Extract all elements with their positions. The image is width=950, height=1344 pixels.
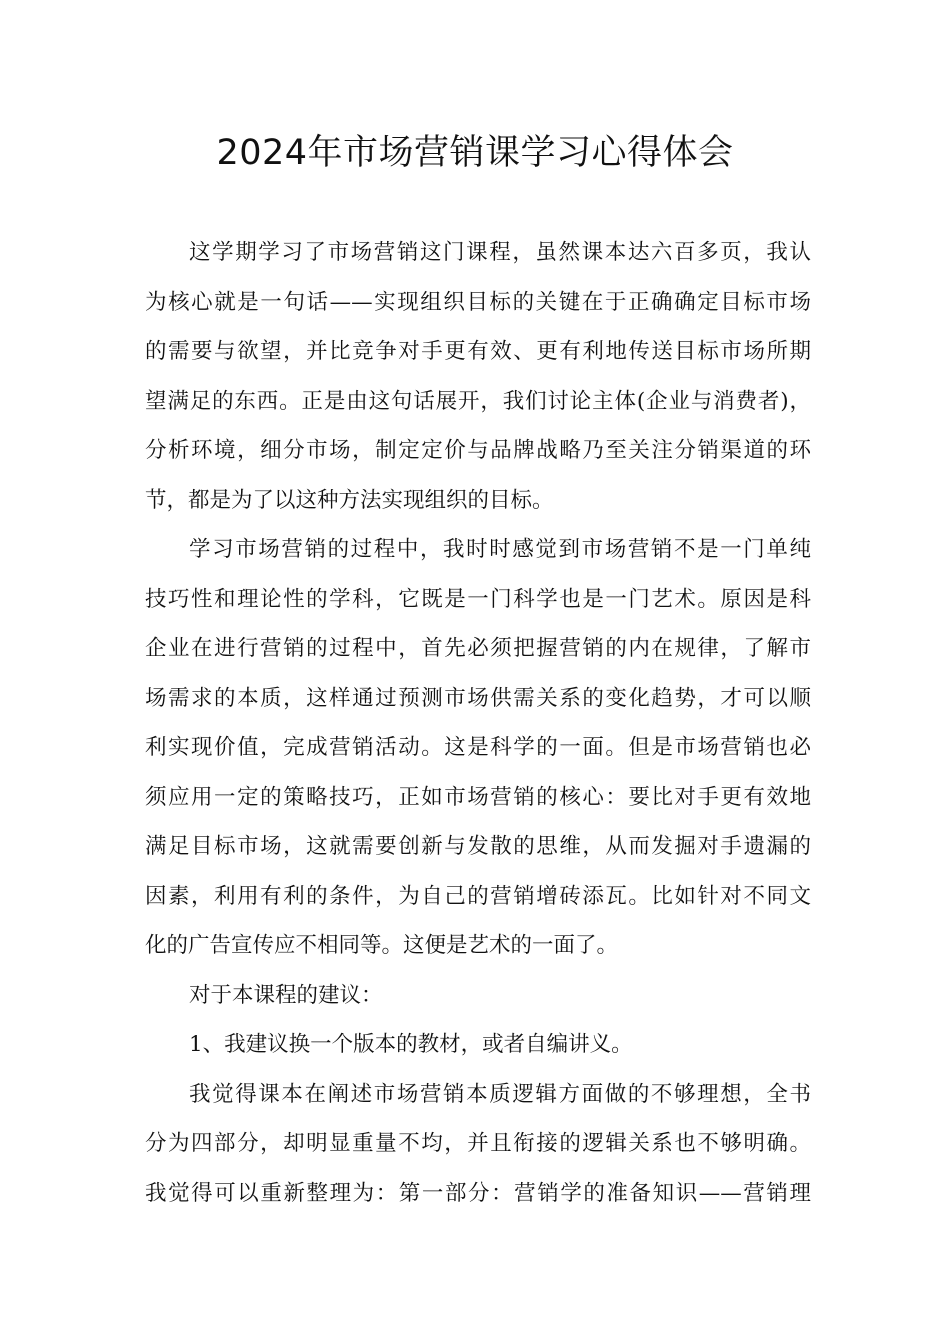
text-line: 1、我建议换一个版本的教材，或者自编讲义。: [189, 1032, 633, 1057]
text-line: 望满足的东西。正是由这句话展开，我们讨论主体(企业与消费者)，: [145, 388, 811, 414]
text-line: 化的广告宣传应不相同等。这便是艺术的一面了。: [145, 933, 619, 958]
text-line: 满足目标市场，这就需要创新与发散的思维，从而发掘对手遗漏的: [145, 834, 811, 859]
paragraph: [145, 971, 811, 1021]
text-line: 技巧性和理论性的学科，它既是一门科学也是一门艺术。原因是科: [145, 586, 811, 612]
text-line: 我觉得课本在阐述市场营销本质逻辑方面做的不够理想，全书: [189, 1081, 811, 1107]
text-line: 我觉得可以重新整理为：第一部分：营销学的准备知识——营销理: [145, 1180, 811, 1206]
text-line: 因素，利用有利的条件，为自己的营销增砖添瓦。比如针对不同文: [145, 883, 811, 909]
text-line: 对于本课程的建议：: [189, 982, 383, 1008]
text-line: 的需要与欲望，并比竞争对手更有效、更有利地传送目标市场所期: [145, 339, 811, 364]
text-line: 须应用一定的策略技巧，正如市场营销的核心：要比对手更有效地: [145, 784, 811, 810]
text-line: 分析环境，细分市场，制定定价与品牌战略乃至关注分销渠道的环: [145, 438, 811, 463]
document-body: [145, 228, 811, 1218]
text-line: 利实现价值，完成营销活动。这是科学的一面。但是市场营销也必: [145, 735, 811, 760]
paragraph: [145, 228, 811, 525]
text-line: 学习市场营销的过程中，我时时感觉到市场营销不是一门单纯: [189, 537, 811, 562]
paragraph: [145, 525, 811, 971]
paragraph: [145, 1020, 811, 1070]
text-line: 为核心就是一句话——实现组织目标的关键在于正确确定目标市场: [145, 289, 811, 315]
text-line: 场需求的本质，这样通过预测市场供需关系的变化趋势，才可以顺: [145, 685, 811, 711]
text-line: 这学期学习了市场营销这门课程，虽然课本达六百多页，我认: [189, 240, 811, 265]
paragraph: [145, 1070, 811, 1219]
text-line: 节，都是为了以这种方法实现组织的目标。: [145, 487, 554, 513]
text-line: 企业在进行营销的过程中，首先必须把握营销的内在规律，了解市: [145, 636, 811, 661]
document-title: 2024年市场营销课学习心得体会: [216, 133, 734, 173]
text-line: 分为四部分，却明显重量不均，并且衔接的逻辑关系也不够明确。: [145, 1131, 811, 1156]
